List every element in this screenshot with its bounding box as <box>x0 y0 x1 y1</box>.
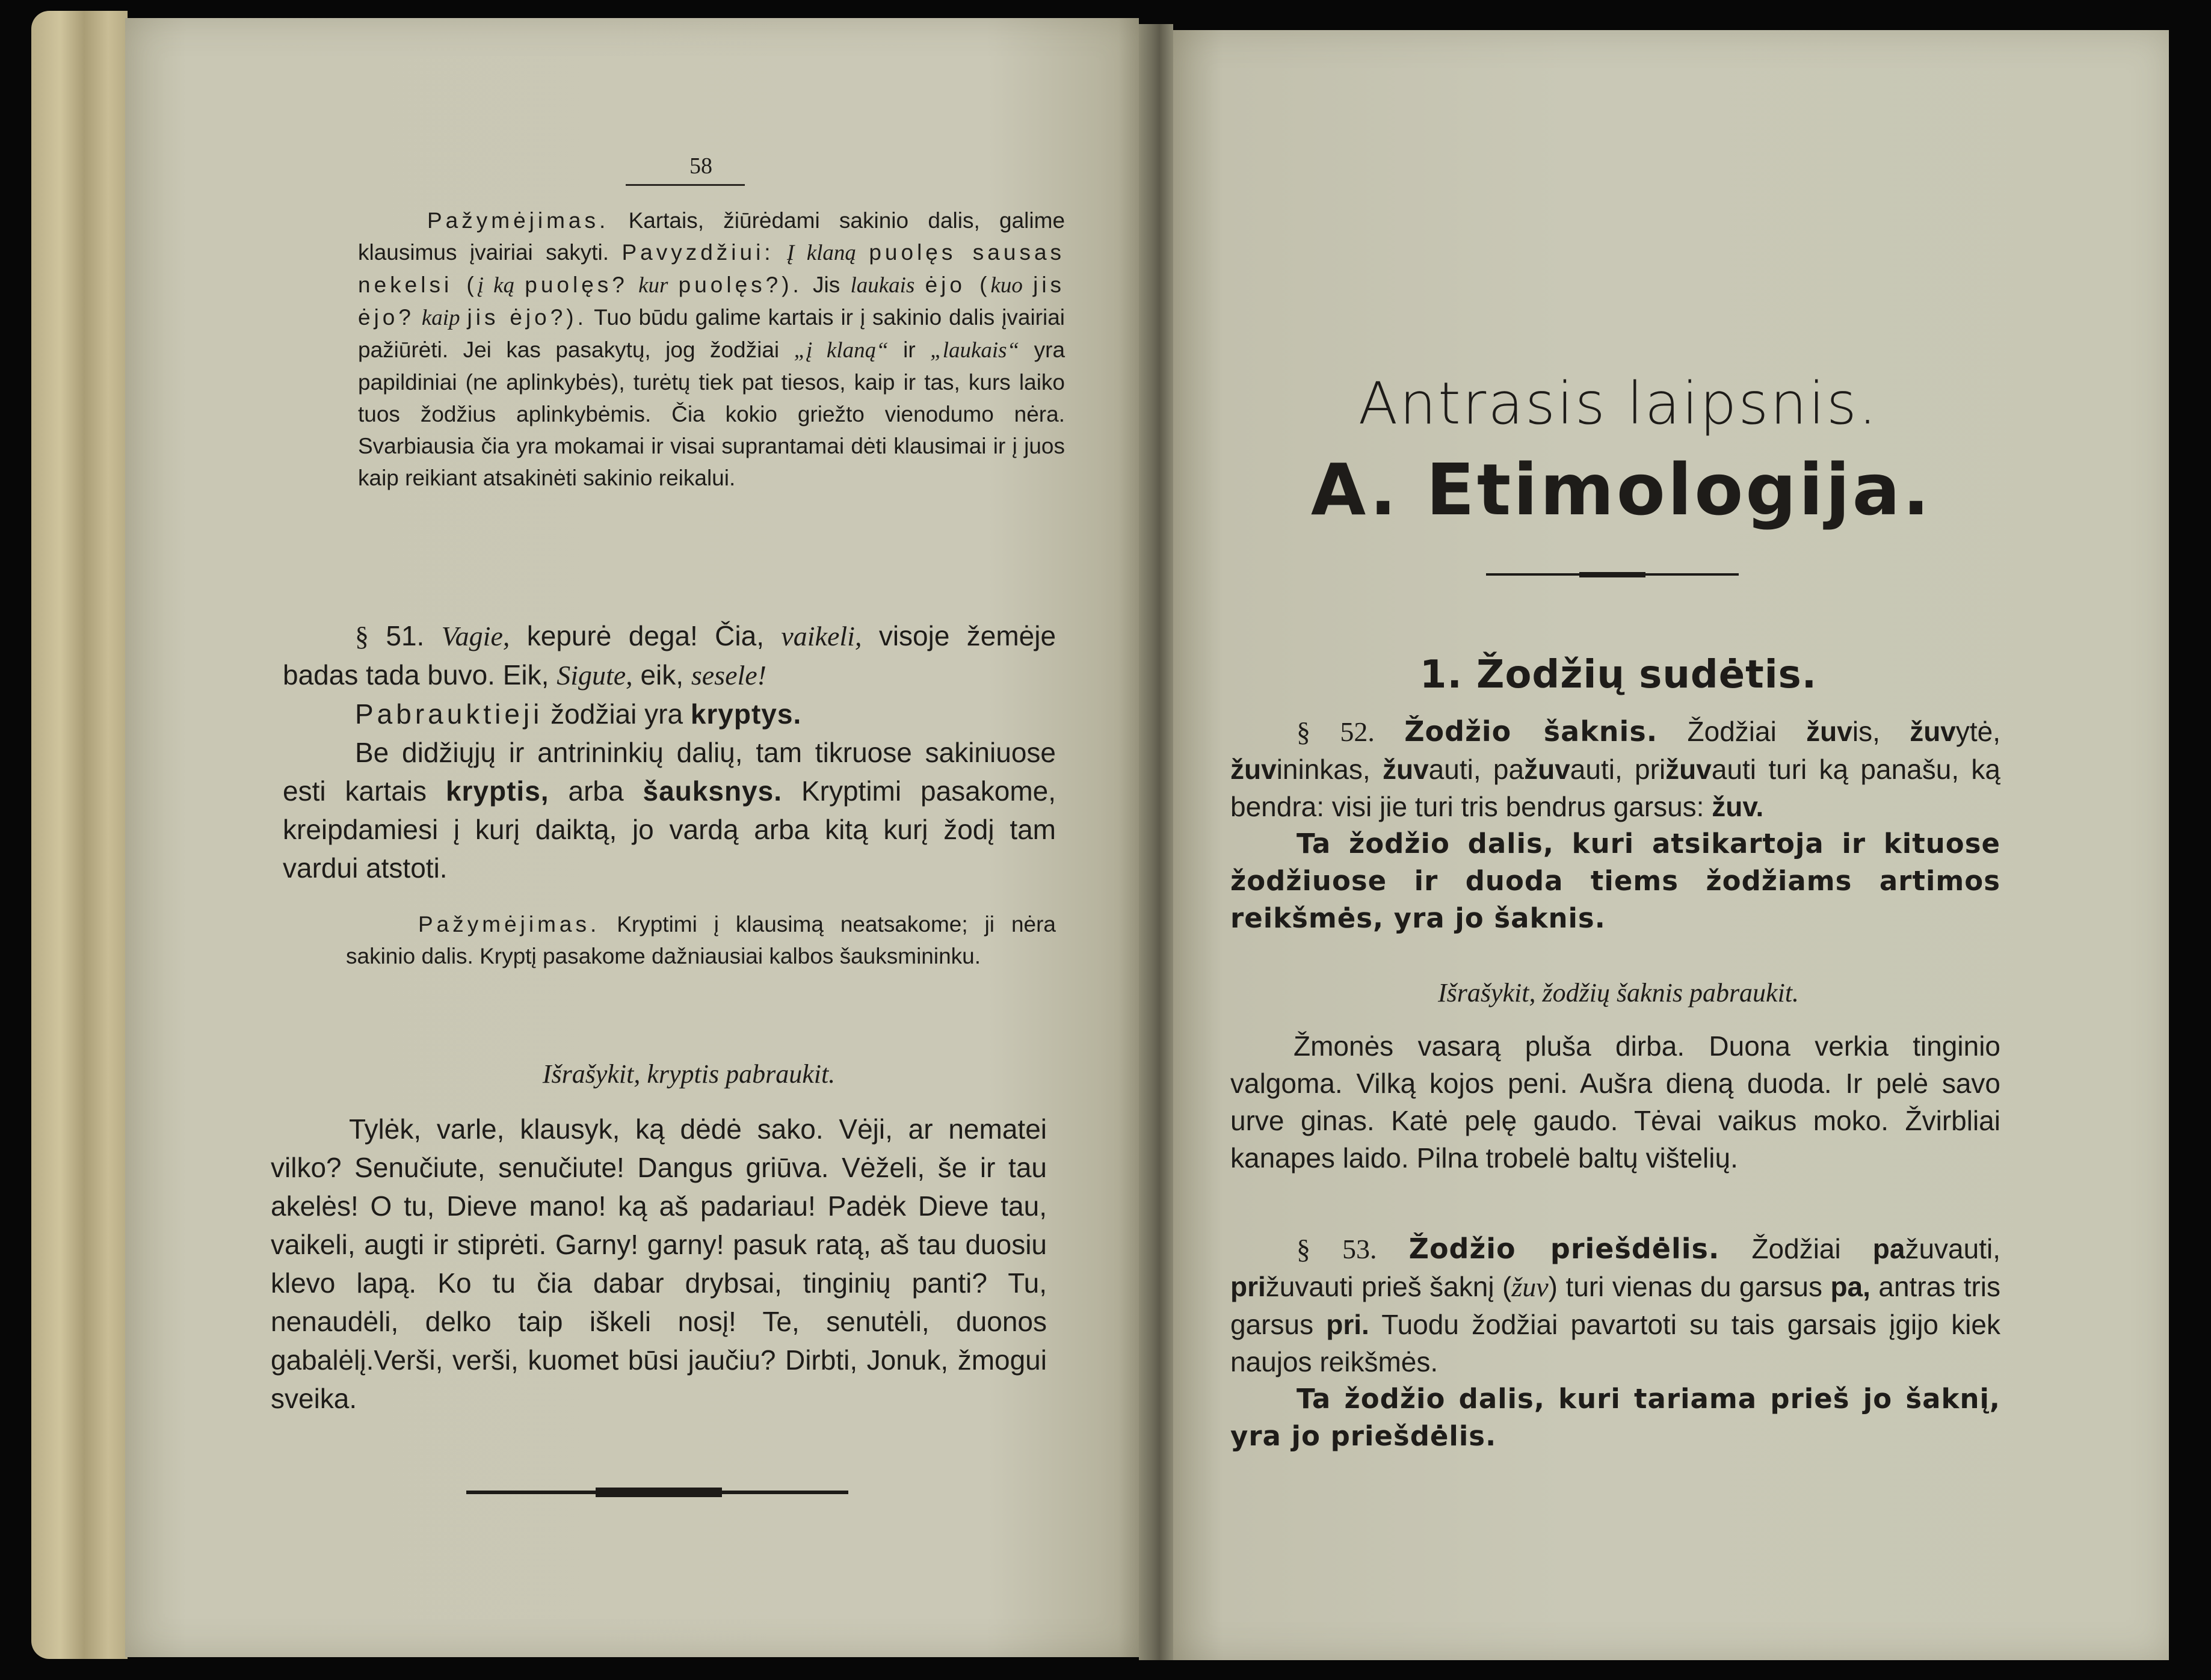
note-1-text: puolęs sausas nekelsi ( <box>358 240 1065 297</box>
section-heading: A. Etimologija. <box>1310 448 1932 531</box>
note-1-text: ir <box>903 337 916 362</box>
section-52 <box>1230 713 2000 937</box>
prefix-mark: pri. <box>1326 1309 1369 1340</box>
section-53-text <box>1230 1230 2000 1380</box>
section-number: 53. <box>1342 1234 1377 1264</box>
book-gutter <box>1139 24 1173 1660</box>
section-52-text <box>1230 713 2000 825</box>
plain-text: auti, <box>1570 754 1623 785</box>
note-1-lead: Pažymėjimas. <box>427 208 609 233</box>
example-text: eik, <box>640 659 684 691</box>
note-2 <box>346 908 1056 972</box>
note-2-text: Kryptimi į klausimą neatsakome; ji nėra sakinio dalis. Kryptį pasakome dažniausiai kalbos šauksmininku. <box>346 912 1056 968</box>
section-number: 51. <box>386 620 425 651</box>
root-mark: žuv <box>1230 754 1277 785</box>
bold-term: kryptis, <box>445 775 549 807</box>
section-head: Žodžio šaknis. <box>1404 715 1658 748</box>
exercise-title-left: Išrašykit, kryptis pabraukit. <box>542 1059 836 1089</box>
note-1-text: Kartais, žiūrėdami sakinio dalis, <box>628 208 980 233</box>
note-1-text: jis ėjo?). <box>467 305 587 330</box>
note-1-example: kur <box>638 273 668 298</box>
example-text: visoje žemėje badas tada buvo. Eik, <box>283 620 1056 691</box>
example-word: vaikeli, <box>781 621 862 651</box>
note-1-example: „į klaną“ <box>794 338 889 363</box>
note-1-example: laukais <box>850 273 915 298</box>
note-1-text: puolęs? <box>525 272 628 297</box>
plain-text: Žodžiai <box>1751 1233 1841 1264</box>
note-1-example: „laukais“ <box>930 338 1020 363</box>
plain-text: Žodžiai <box>1687 716 1777 747</box>
example-word: sesele! <box>691 660 766 691</box>
note-2-lead: Pažymėjimas. <box>418 912 600 937</box>
page-edges <box>31 11 128 1659</box>
note-1-text: jis ėjo? <box>358 272 1065 330</box>
note-1-example: Į klaną <box>787 241 856 265</box>
note-1-text: puolęs?). <box>678 272 803 297</box>
plain-text: auti, <box>1428 754 1481 785</box>
spaced-text: Pabraukti <box>355 698 505 730</box>
plain-text: pri <box>1635 754 1666 785</box>
plain-text: antras tris garsus <box>1230 1271 2001 1340</box>
plain-text: žuvauti, <box>1905 1233 2000 1264</box>
prefix-mark: pa, <box>1830 1271 1870 1302</box>
section-51-explanation <box>283 733 1056 887</box>
section-53 <box>1230 1230 2000 1455</box>
root-mark: žuv. <box>1712 791 1764 822</box>
plain-text: auti turi ką panašu, ką bendra: visi jie turi tris bendrus garsus: <box>1230 754 2001 822</box>
section-number: 52. <box>1340 716 1375 747</box>
plain-text: žuvauti prieš šaknį ( <box>1265 1271 1512 1302</box>
plain-text: pa <box>1493 754 1525 785</box>
prefix-mark: pri <box>1230 1271 1266 1302</box>
plain-text: arba <box>568 775 624 807</box>
note-1-example: kuo <box>990 273 1023 298</box>
note-1-text: galime klausimus įvairiai sakyti. <box>358 208 1065 265</box>
exercise-text-left: Tylėk, varle, klausyk, ką dėdė sako. Vėji, ar nematei vilko? Senučiute, senučiute! Dangus griūva. Vėželi, še ir tau akelės! O tu, Dieve mano! ką aš padariau! Padėk Dieve tau, vaikeli, augti ir stiprėti. Garny! garny! pasuk ratą, aš tau duosiu klevo lapą. Ko tu čia dabar drybsai, tinginių panti? Tu, nenaudėli, delko taip iškeli nosį! Te, senutėli, duonos gabalėlį.Verši, verši, kuomet būsi jaučiu? Dirbti, Jonuk, žmogui sveika. <box>271 1113 1047 1414</box>
plain-text: is, <box>1852 716 1880 747</box>
example-word: Sigute, <box>557 660 633 691</box>
ornament-rule-center <box>596 1488 722 1497</box>
root-mark: žuv <box>1382 754 1429 785</box>
plain-text: žodžiai yra <box>550 698 683 730</box>
section-sign: § <box>1297 1234 1310 1264</box>
section-sign: § <box>1297 716 1310 747</box>
bold-term: šauksnys. <box>643 775 783 807</box>
definition-prefix: Ta žodžio dalis, kuri tariama prieš jo šaknį, yra jo priešdėlis. <box>1230 1383 2000 1452</box>
note-1-text: Jis <box>813 272 840 297</box>
example-word: Vagie, <box>441 621 510 651</box>
bold-term: kryptys. <box>690 698 802 730</box>
note-1-text: Tuo būdu galime kartais ir į sakinio dalis įvairiai pažiūrėti. Jei kas pasakytų, jog žodžiai <box>358 305 1065 362</box>
section-51-example <box>283 617 1056 695</box>
page-number: 58 <box>689 153 712 179</box>
plain-text: Tuodu žodžiai pavartoti su tais garsais įgijo kiek naujos reikšmės. <box>1230 1309 2001 1377</box>
note-1-text: Pavyzdžiui: <box>621 240 774 265</box>
root-mark: žuv <box>1910 716 1956 747</box>
root-mark: žuv <box>1806 716 1852 747</box>
section-head: Žodžio priešdėlis. <box>1408 1232 1720 1265</box>
plain-text: ytė, <box>1955 716 2001 747</box>
section-sign: § <box>355 621 369 651</box>
plain-text: Kryptimi pasakome, kreipdamiesi į kurį daiktą, jo vardą arba kitą kurį žodį tam vardui atstoti. <box>283 775 1056 884</box>
note-1-example: į ką <box>477 273 515 298</box>
prefix-mark: pa <box>1872 1233 1905 1264</box>
chapter-title: 1. Žodžių sudėtis. <box>1419 653 1818 697</box>
root-mark: žuv <box>1524 754 1570 785</box>
plain-text: ) turi vienas du garsus <box>1548 1271 1822 1302</box>
root-example: žuv <box>1511 1272 1549 1302</box>
exercise-title-right: Išrašykit, žodžių šaknis pabraukit. <box>1437 978 1799 1008</box>
note-1 <box>358 205 1065 494</box>
plain-text: Be didžiųjų ir antrininkių dalių, tam tikruose sakiniuose esti kartais <box>283 737 1056 807</box>
note-1-text: ėjo ( <box>925 272 991 297</box>
page-number-rule <box>626 184 745 186</box>
example-text: kepurė dega! Čia, <box>526 620 764 651</box>
note-1-example: kaip <box>421 306 460 330</box>
spaced-text: eji <box>504 698 543 730</box>
definition-root: Ta žodžio dalis, kuri atsikartoja ir kituose žodžiuose ir duoda tiems žodžiams artimos reikšmės, yra jo šaknis. <box>1230 828 2000 934</box>
level-heading: Antrasis laipsnis. <box>1358 370 1879 437</box>
heading-rule-center <box>1579 572 1645 577</box>
plain-text: ininkas, <box>1276 754 1371 785</box>
section-51 <box>283 617 1056 887</box>
section-51-rule-line <box>283 695 1056 733</box>
exercise-text-right: Žmonės vasarą pluša dirba. Duona verkia tinginio valgoma. Vilką kojos peni. Aušra dieną duoda. Ir pelė savo urve ginas. Katė pelę gaudo. Tėvai vaikus moko. Žvirbliai kanapes laido. Pilna trobelė baltų vištelių. <box>1230 1030 2000 1174</box>
note-1-text: yra papildiniai (ne aplinkybės), turėtų tiek pat tiesos, kaip ir tas, kurs laiko tuos žodžius aplinkybėmis. Čia kokio griežto vienodumo nėra. Svarbiausia čia yra mokamai ir visai suprantamai dėti klausimai ir į juos kaip reikiant atsakinėti sakinio reikalui. <box>358 337 1065 490</box>
root-mark: žuv <box>1665 754 1712 785</box>
